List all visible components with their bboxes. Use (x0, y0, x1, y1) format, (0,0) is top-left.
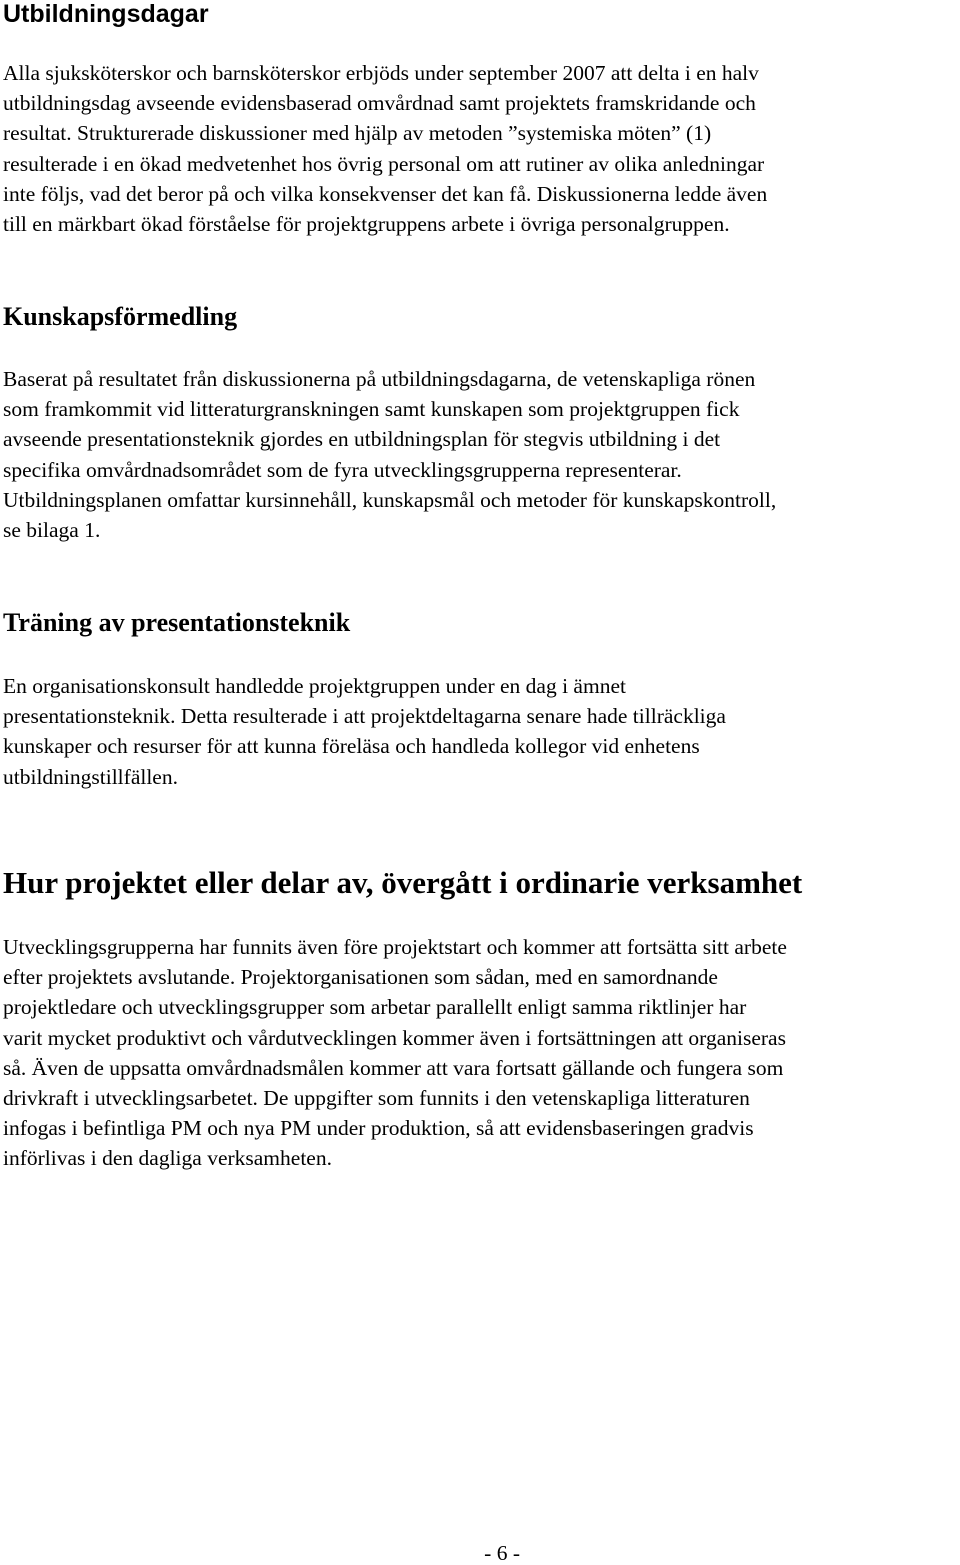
text-line: utbildningsdag avseende evidensbaserad omvårdnad samt projektets framskridande och (3, 91, 756, 116)
section-paragraph-overgatt-i-ordinarie-verksamhet (3, 932, 787, 1174)
section-paragraph-kunskapsformedling (3, 364, 776, 545)
text-line: resulterade i en ökad medvetenhet hos övrig personal om att rutiner av olika anledningar (3, 151, 765, 176)
section-heading-overgatt-i-ordinarie-verksamhet: Hur projektet eller delar av, övergått i ordinarie verksamhet (3, 865, 803, 900)
text-line: specifika omvårdnadsområdet som de fyra utvecklingsgrupperna representerar. (3, 457, 682, 482)
text-line: införlivas i den dagliga verksamheten. (3, 1146, 332, 1171)
text-line: kunskaper och resurser för att kunna föreläsa och handleda kollegor vid enhetens (3, 734, 700, 759)
text-line: efter projektets avslutande. Projektorganisationen som sådan, med en samordnande (3, 965, 718, 990)
text-line: avseende presentationsteknik gjordes en utbildningsplan för stegvis utbildning i det (3, 427, 721, 452)
section-paragraph-traning-av-presentationsteknik (3, 671, 726, 792)
text-line: En organisationskonsult handledde projektgruppen under en dag i ämnet (3, 674, 626, 698)
text-line: projektledare och utvecklingsgrupper som arbetar parallellt enligt samma riktlinjer har (3, 995, 747, 1020)
text-line: som framkommit vid litteraturgranskningen samt kunskapen som projektgruppen fick (3, 397, 740, 422)
text-line: inte följs, vad det beror på och vilka konsekvenser det kan få. Diskussionerna ledde även (3, 181, 768, 206)
text-line: presentationsteknik. Detta resulterade i att projektdeltagarna senare hade tillräckliga (3, 704, 726, 729)
text-line: Utbildningsplanen omfattar kursinnehåll, kunskapsmål och metoder för kunskapskontroll, (3, 487, 777, 512)
text-line: så. Även de uppsatta omvårdnadsmålen kommer att vara fortsatt gällande och fungera som (3, 1055, 784, 1080)
text-line: till en märkbart ökad förståelse för projektgruppens arbete i övriga personalgruppen. (3, 212, 730, 237)
section-paragraph-utbildningsdagar (3, 58, 767, 239)
text-line: resultat. Strukturerade diskussioner med hjälp av metoden ”systemiska möten” (1) (3, 121, 712, 146)
section-heading-utbildningsdagar: Utbildningsdagar (3, 0, 209, 28)
text-line: se bilaga 1. (3, 518, 101, 543)
section-heading-traning-av-presentationsteknik: Träning av presentationsteknik (3, 608, 351, 637)
page-number: - 6 - (484, 1541, 520, 1565)
text-line: infogas i befintliga PM och nya PM under produktion, så att evidensbaseringen gradvis (3, 1116, 754, 1141)
text-line: drivkraft i utvecklingsarbetet. De uppgifter som funnits i den vetenskapliga litteraturen (3, 1086, 750, 1111)
text-line: utbildningstillfällen. (3, 764, 178, 789)
text-line: varit mycket produktivt och vårdutvecklingen kommer även i fortsättningen att organiseras (3, 1025, 786, 1050)
text-line: Alla sjuksköterskor och barnsköterskor erbjöds under september 2007 att delta i en halv (3, 61, 759, 85)
text-line: Baserat på resultatet från diskussionerna på utbildningsdagarna, de vetenskapliga rönen (3, 367, 756, 391)
section-heading-kunskapsformedling: Kunskapsförmedling (3, 302, 238, 331)
text-line: Utvecklingsgrupperna har funnits även före projektstart och kommer att fortsätta sitt arbete (3, 935, 787, 959)
